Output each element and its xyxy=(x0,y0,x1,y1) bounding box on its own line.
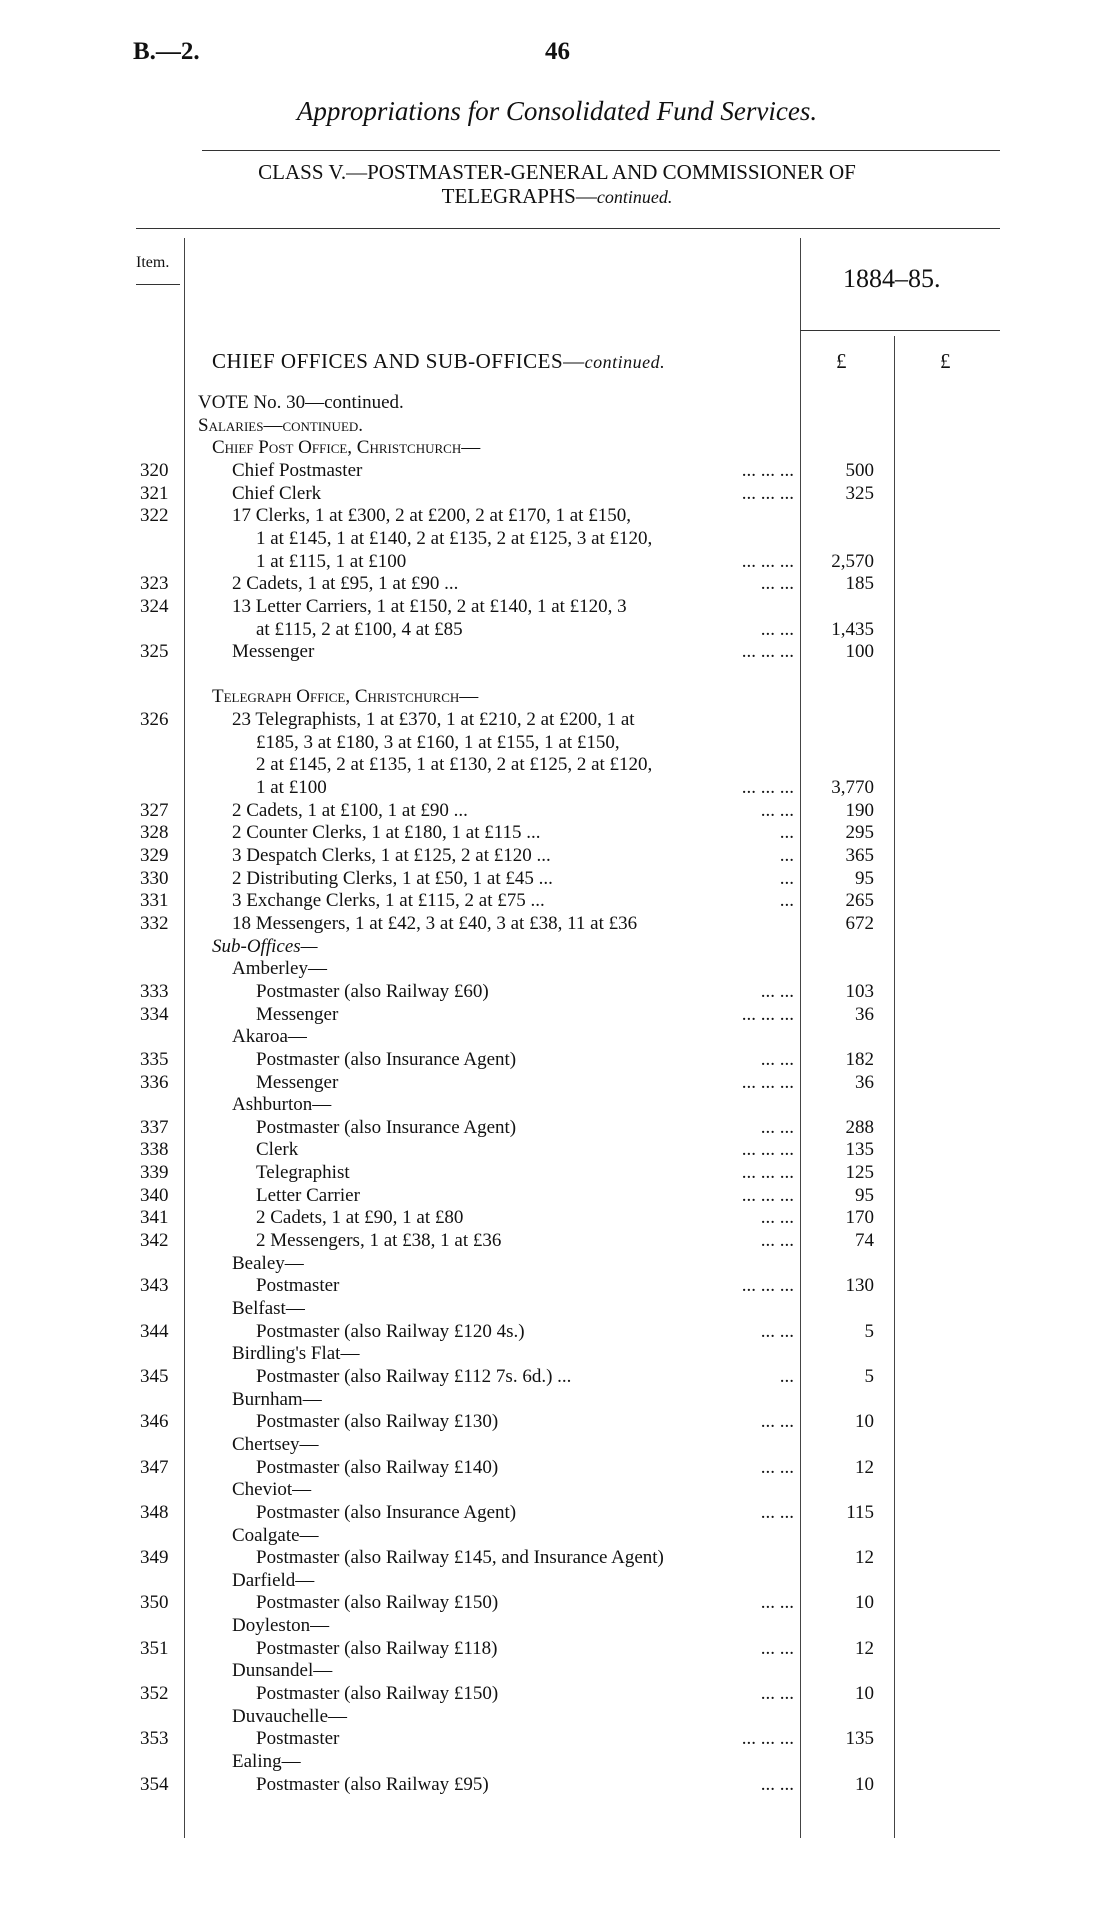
item-amount: 10 xyxy=(855,1411,874,1433)
table-row xyxy=(0,1706,1114,1728)
item-amount: 36 xyxy=(855,1003,874,1025)
table-row xyxy=(0,1457,1114,1479)
item-number: 338 xyxy=(140,1139,169,1161)
item-description: Ealing— xyxy=(232,1751,301,1772)
table-row xyxy=(0,664,1114,686)
item-description: Postmaster (also Railway £118) xyxy=(256,1637,498,1659)
table-row xyxy=(0,777,1114,799)
item-description: 2 Messengers, 1 at £38, 1 at £36 xyxy=(256,1230,502,1252)
item-amount: 100 xyxy=(845,641,874,663)
table-row xyxy=(0,460,1114,482)
item-description: Sub-Offices— xyxy=(212,935,318,957)
leader-dots: ... ... ... xyxy=(741,1071,794,1093)
leader-dots: ... ... xyxy=(760,1592,794,1614)
item-description: Clerk xyxy=(256,1139,299,1161)
leader-dots: ... ... ... xyxy=(741,550,794,572)
table-row xyxy=(0,1366,1114,1388)
item-amount: 295 xyxy=(845,822,874,844)
item-description: Messenger xyxy=(232,641,315,663)
table-row xyxy=(0,528,1114,550)
currency-header-1: £ xyxy=(836,349,847,373)
table-row xyxy=(0,1049,1114,1071)
table-row xyxy=(0,1072,1114,1094)
item-amount: 288 xyxy=(845,1116,874,1138)
table-row xyxy=(0,1615,1114,1637)
item-description: 3 Despatch Clerks, 1 at £125, 2 at £120 ... xyxy=(232,845,551,866)
item-description: 17 Clerks, 1 at £300, 2 at £200, 2 at £170, 1 at £150, xyxy=(232,505,631,527)
table-row xyxy=(0,1389,1114,1411)
leader-dots: ... ... xyxy=(760,799,794,821)
item-description: 1 at £115, 1 at £100 xyxy=(256,550,407,572)
table-row xyxy=(0,1207,1114,1229)
item-number: 344 xyxy=(140,1320,169,1342)
item-description: Postmaster xyxy=(256,1728,340,1750)
item-description: Burnham— xyxy=(232,1388,322,1410)
item-amount: 182 xyxy=(845,1048,874,1070)
item-amount: 2,570 xyxy=(831,550,874,572)
leader-dots: ... ... xyxy=(760,980,794,1002)
leader-dots: ... ... xyxy=(760,1637,794,1659)
item-amount: 115 xyxy=(846,1501,874,1523)
item-number: 331 xyxy=(140,890,169,912)
item-description: Coalgate— xyxy=(232,1524,319,1546)
item-number: 353 xyxy=(140,1728,169,1750)
item-number: 352 xyxy=(140,1683,169,1705)
item-description: £185, 3 at £180, 3 at £160, 1 at £155, 1 at £150, xyxy=(256,731,620,753)
table-row xyxy=(0,415,1114,437)
item-number: 350 xyxy=(140,1592,169,1614)
leader-dots: ... xyxy=(779,867,794,889)
leader-dots: ... ... ... xyxy=(741,1728,794,1750)
table-row xyxy=(0,709,1114,731)
item-number: 327 xyxy=(140,799,169,821)
item-amount: 10 xyxy=(855,1773,874,1795)
item-description: 18 Messengers, 1 at £42, 3 at £40, 3 at £38, 11 at £36 xyxy=(232,912,638,934)
item-description: Chief Postmaster xyxy=(232,459,363,481)
item-amount: 265 xyxy=(845,890,874,912)
page-title: Appropriations for Consolidated Fund Services. xyxy=(296,96,818,126)
table-row xyxy=(0,619,1114,641)
item-description: Bealey— xyxy=(232,1252,304,1274)
table-row xyxy=(0,573,1114,595)
item-number: 328 xyxy=(140,822,169,844)
item-description: VOTE No. 30—continued. xyxy=(198,392,404,413)
table-row xyxy=(0,1411,1114,1433)
year-header: 1884–85. xyxy=(843,264,941,293)
class-title-continued: continued. xyxy=(596,187,673,207)
table-row xyxy=(0,1502,1114,1524)
item-description: Dunsandel— xyxy=(232,1660,333,1682)
item-description: 2 Cadets, 1 at £100, 1 at £90 ... xyxy=(232,799,468,821)
item-description: Akaroa— xyxy=(232,1026,307,1048)
table-row xyxy=(0,913,1114,935)
item-number: 320 xyxy=(140,459,169,481)
item-description: Postmaster (also Insurance Agent) xyxy=(256,1048,517,1070)
item-description: Chief Clerk xyxy=(232,482,322,504)
item-description: 23 Telegraphists, 1 at £370, 1 at £210, 2 at £200, 1 at xyxy=(232,709,635,731)
item-description: Postmaster (also Insurance Agent) xyxy=(256,1116,517,1138)
item-description: Amberley— xyxy=(232,958,327,980)
table-row xyxy=(0,1592,1114,1614)
item-description: at £115, 2 at £100, 4 at £85 xyxy=(256,618,463,640)
table-row xyxy=(0,1547,1114,1569)
item-description: Belfast— xyxy=(232,1298,305,1319)
item-number: 339 xyxy=(140,1162,169,1184)
item-description: Postmaster (also Railway £150) xyxy=(256,1592,499,1614)
table-row xyxy=(0,1479,1114,1501)
item-amount: 95 xyxy=(855,1184,874,1206)
table-top-rule xyxy=(136,228,1000,229)
item-description: Letter Carrier xyxy=(256,1184,360,1206)
table-row xyxy=(0,1253,1114,1275)
item-amount: 10 xyxy=(855,1592,874,1614)
item-description: 2 Cadets, 1 at £95, 1 at £90 ... xyxy=(232,573,459,595)
leader-dots: ... ... ... xyxy=(741,777,794,799)
item-amount: 125 xyxy=(845,1162,874,1184)
item-number: 347 xyxy=(140,1456,169,1478)
item-number: 342 xyxy=(140,1230,169,1252)
table-row xyxy=(0,890,1114,912)
item-number: 336 xyxy=(140,1071,169,1093)
item-amount: 5 xyxy=(864,1320,874,1342)
table-row xyxy=(0,505,1114,527)
leader-dots: ... ... xyxy=(760,1116,794,1138)
document-code: B.—2. xyxy=(133,38,200,65)
table-row xyxy=(0,551,1114,573)
item-number: 349 xyxy=(140,1547,169,1569)
item-description: Chertsey— xyxy=(232,1433,319,1455)
item-amount: 185 xyxy=(845,573,874,595)
currency-header-2: £ xyxy=(940,349,951,373)
item-description: Ashburton— xyxy=(232,1094,332,1116)
class-title-line1: CLASS V.—POSTMASTER-GENERAL AND COMMISSIONER OF xyxy=(258,160,856,184)
item-number: 345 xyxy=(140,1365,169,1387)
class-title-line2: TELEGRAPHS—continued. xyxy=(441,184,673,208)
item-number: 325 xyxy=(140,641,169,663)
leader-dots: ... ... ... xyxy=(741,1275,794,1297)
table-row xyxy=(0,822,1114,844)
item-description: Birdling's Flat— xyxy=(232,1343,360,1365)
item-description: 13 Letter Carriers, 1 at £150, 2 at £140, 1 at £120, 3 xyxy=(232,595,627,617)
item-amount: 36 xyxy=(855,1071,874,1093)
item-description: Postmaster (also Railway £130) xyxy=(256,1411,499,1433)
item-description: Postmaster xyxy=(256,1275,340,1297)
item-amount: 325 xyxy=(845,482,874,504)
table-row xyxy=(0,1683,1114,1705)
table-row xyxy=(0,754,1114,776)
table-row xyxy=(0,1275,1114,1297)
leader-dots: ... ... xyxy=(760,618,794,640)
item-number: 329 xyxy=(140,845,169,866)
item-column-header: Item. xyxy=(136,254,170,271)
page-number: 46 xyxy=(545,38,570,65)
item-number: 346 xyxy=(140,1411,169,1433)
table-row xyxy=(0,1728,1114,1750)
table-row xyxy=(0,686,1114,708)
table-row xyxy=(0,1094,1114,1116)
class-title xyxy=(0,160,1114,209)
table-row xyxy=(0,1026,1114,1048)
item-number: 321 xyxy=(140,482,169,504)
item-amount: 95 xyxy=(855,867,874,889)
item-description: Postmaster (also Railway £120 4s.) xyxy=(256,1320,525,1342)
item-amount: 135 xyxy=(845,1728,874,1750)
item-description: 1 at £145, 1 at £140, 2 at £135, 2 at £125, 3 at £120, xyxy=(256,527,653,549)
item-description: 1 at £100 xyxy=(256,777,327,799)
item-description: Darfield— xyxy=(232,1569,315,1591)
item-number: 324 xyxy=(140,595,169,617)
leader-dots: ... ... xyxy=(760,1048,794,1070)
table-row xyxy=(0,1117,1114,1139)
leader-dots: ... xyxy=(779,822,794,844)
item-number: 326 xyxy=(140,709,169,731)
leader-dots: ... ... xyxy=(760,573,794,595)
leader-dots: ... ... xyxy=(760,1320,794,1342)
item-description: Doyleston— xyxy=(232,1615,330,1637)
table-row xyxy=(0,1343,1114,1365)
leader-dots: ... ... xyxy=(760,1207,794,1229)
item-number: 335 xyxy=(140,1048,169,1070)
item-number: 351 xyxy=(140,1637,169,1659)
item-amount: 5 xyxy=(864,1365,874,1387)
item-description: Postmaster (also Railway £95) xyxy=(256,1773,489,1795)
leader-dots: ... ... xyxy=(760,1456,794,1478)
item-number: 354 xyxy=(140,1773,169,1795)
item-description: Messenger xyxy=(256,1071,339,1093)
leader-dots: ... ... ... xyxy=(741,1003,794,1025)
item-amount: 3,770 xyxy=(831,777,874,799)
item-description: Chief Post Office, Christchurch— xyxy=(212,437,481,459)
table-row xyxy=(0,868,1114,890)
item-description: Postmaster (also Insurance Agent) xyxy=(256,1501,517,1523)
item-amount: 672 xyxy=(845,912,874,934)
leader-dots: ... ... ... xyxy=(741,1162,794,1184)
table-row xyxy=(0,1774,1114,1796)
leader-dots: ... ... xyxy=(760,1501,794,1523)
table-row xyxy=(0,981,1114,1003)
table-row xyxy=(0,1004,1114,1026)
item-description: Postmaster (also Railway £150) xyxy=(256,1683,499,1705)
leader-dots: ... ... xyxy=(760,1411,794,1433)
item-amount: 1,435 xyxy=(831,618,874,640)
table-row xyxy=(0,1321,1114,1343)
leader-dots: ... ... ... xyxy=(741,1184,794,1206)
leader-dots: ... ... ... xyxy=(741,641,794,663)
table-row xyxy=(0,800,1114,822)
table-row xyxy=(0,845,1114,867)
item-description: 2 at £145, 2 at £135, 1 at £130, 2 at £125, 2 at £120, xyxy=(256,754,653,776)
item-number: 323 xyxy=(140,573,169,595)
item-amount: 10 xyxy=(855,1683,874,1705)
item-description: Telegraph Office, Christchurch— xyxy=(212,686,479,708)
leader-dots: ... xyxy=(779,890,794,912)
item-description: 2 Counter Clerks, 1 at £180, 1 at £115 ... xyxy=(232,822,541,844)
item-amount: 365 xyxy=(845,845,874,866)
table-row xyxy=(0,1570,1114,1592)
item-description: Postmaster (also Railway £140) xyxy=(256,1456,499,1478)
item-number: 332 xyxy=(140,912,169,934)
leader-dots: ... xyxy=(779,845,794,866)
table-row xyxy=(0,1162,1114,1184)
item-description: Postmaster (also Railway £112 7s. 6d.) ... xyxy=(256,1365,572,1387)
item-description: 2 Cadets, 1 at £90, 1 at £80 xyxy=(256,1207,464,1229)
item-number: 341 xyxy=(140,1207,169,1229)
leader-dots: ... ... xyxy=(760,1773,794,1795)
item-description: Telegraphist xyxy=(256,1162,350,1184)
table-row xyxy=(0,1434,1114,1456)
item-amount: 130 xyxy=(845,1275,874,1297)
leader-dots: ... ... xyxy=(760,1230,794,1252)
item-description: Messenger xyxy=(256,1003,339,1025)
table-row xyxy=(0,1185,1114,1207)
item-amount: 12 xyxy=(855,1637,874,1659)
table-row xyxy=(0,1230,1114,1252)
table-row xyxy=(0,1660,1114,1682)
item-number: 340 xyxy=(140,1184,169,1206)
item-number: 333 xyxy=(140,980,169,1002)
table-row xyxy=(0,936,1114,958)
table-row xyxy=(0,641,1114,663)
item-number: 330 xyxy=(140,867,169,889)
item-amount: 12 xyxy=(855,1547,874,1569)
table-row xyxy=(0,1525,1114,1547)
leader-dots: ... ... ... xyxy=(741,459,794,481)
item-number: 334 xyxy=(140,1003,169,1025)
table-row xyxy=(0,437,1114,459)
table-row xyxy=(0,1298,1114,1320)
item-amount: 103 xyxy=(845,980,874,1002)
table-row xyxy=(0,1139,1114,1161)
leader-dots: ... ... ... xyxy=(741,1139,794,1161)
item-number: 348 xyxy=(140,1501,169,1523)
table-row xyxy=(0,1638,1114,1660)
item-amount: 74 xyxy=(855,1230,874,1252)
table-row xyxy=(0,392,1114,414)
leader-dots: ... xyxy=(779,1365,794,1387)
section-heading: CHIEF OFFICES AND SUB-OFFICES—continued. xyxy=(212,349,666,373)
table-row xyxy=(0,483,1114,505)
item-number: 322 xyxy=(140,505,169,527)
item-amount: 135 xyxy=(845,1139,874,1161)
table-row xyxy=(0,958,1114,980)
item-header-rule xyxy=(136,284,180,285)
item-number: 343 xyxy=(140,1275,169,1297)
item-amount: 12 xyxy=(855,1456,874,1478)
table-row xyxy=(0,1751,1114,1773)
item-description: Salaries—continued. xyxy=(198,414,364,436)
title-rule xyxy=(202,150,1000,151)
year-rule xyxy=(800,330,1000,331)
item-amount: 500 xyxy=(845,459,874,481)
item-description: 3 Exchange Clerks, 1 at £115, 2 at £75 ... xyxy=(232,890,545,912)
leader-dots: ... ... xyxy=(760,1683,794,1705)
item-number: 337 xyxy=(140,1116,169,1138)
item-description: Duvauchelle— xyxy=(232,1705,348,1727)
item-amount: 190 xyxy=(845,799,874,821)
leader-dots: ... ... ... xyxy=(741,482,794,504)
item-description: Postmaster (also Railway £60) xyxy=(256,980,489,1002)
table-row xyxy=(0,596,1114,618)
item-description: Postmaster (also Railway £145, and Insurance Agent) xyxy=(256,1547,664,1569)
table-row xyxy=(0,732,1114,754)
item-description: 2 Distributing Clerks, 1 at £50, 1 at £45 ... xyxy=(232,867,553,889)
item-amount: 170 xyxy=(845,1207,874,1229)
item-description: Cheviot— xyxy=(232,1479,312,1501)
